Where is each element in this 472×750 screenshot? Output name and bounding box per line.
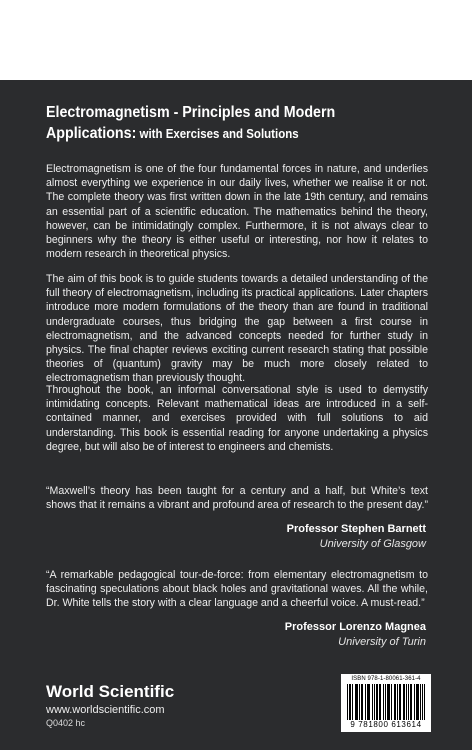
endorser-name: Professor Lorenzo Magnea — [284, 621, 426, 633]
description-paragraph-3: Throughout the book, an informal conversational style is used to demystify intimidating concepts. Relevant mathematical ideas are introduced in a self-contained manner, and exercises provided with full solutions to aid understanding. This book is essential reading for anyone undertaking a physics degree, but will also be of interest to engineers and chemists. — [46, 384, 428, 453]
endorser-institution: University of Turin — [338, 636, 426, 648]
barcode-bars — [347, 684, 425, 720]
isbn-barcode — [341, 674, 431, 732]
endorsement-attribution-2 — [126, 620, 426, 650]
title-main: Electromagnetism - Principles and Modern Applications: — [46, 104, 336, 142]
endorser-institution: University of Glasgow — [319, 538, 426, 550]
endorsement-quote-2: “A remarkable pedagogical tour-de-force: from elementary electromagnetism to fascinating speculations about black holes and gravitational waves. All the while, Dr. White tells the story with a clear language and a cheerful voice. A must-read.” — [46, 569, 428, 610]
endorsement-attribution-1 — [126, 522, 426, 552]
title-subtitle: with Exercises and Solutions — [136, 127, 299, 141]
description-paragraph-1: Electromagnetism is one of the four fundamental forces in nature, and underlies almost everything we experience in our daily lives, whether we realise it or not. The complete theory was first written down in the late 19th century, and remains an essential part of a scientific education. The mathematics behind the theory, however, can be intimidatingly complex. Furthermore, it is not always clear to beginners why the theory is either useful or interesting, nor how it relates to modern research in theoretical physics. — [46, 163, 428, 261]
barcode-number: 9 781800 613614 — [350, 720, 422, 729]
endorser-name: Professor Stephen Barnett — [286, 523, 426, 535]
endorsement-quote-1: “Maxwell’s theory has been taught for a century and a half, but White’s text shows that it remains a vibrant and profound area of research to the present day.” — [46, 485, 428, 512]
cover-panel — [0, 80, 472, 750]
publisher-name: World Scientific — [46, 682, 175, 701]
product-code: Q0402 hc — [46, 718, 86, 728]
isbn-label: ISBN 978-1-80061-361-4 — [351, 676, 421, 682]
book-title — [46, 102, 414, 145]
publisher-url: www.worldscientific.com — [46, 704, 165, 716]
top-white-margin — [0, 0, 472, 80]
description-paragraph-2: The aim of this book is to guide students towards a detailed understanding of the full theory of electromagnetism, including its practical applications. Later chapters introduce more modern formulations of the theory than are found in traditional undergraduate courses, thus bridging the gap between a first course in electromagnetism, and the advanced concepts needed for further study in physics. The final chapter reviews exciting current research stating that possible theories of (quantum) gravity may be much more closely related to electromagnetism than previously thought. — [46, 273, 428, 385]
